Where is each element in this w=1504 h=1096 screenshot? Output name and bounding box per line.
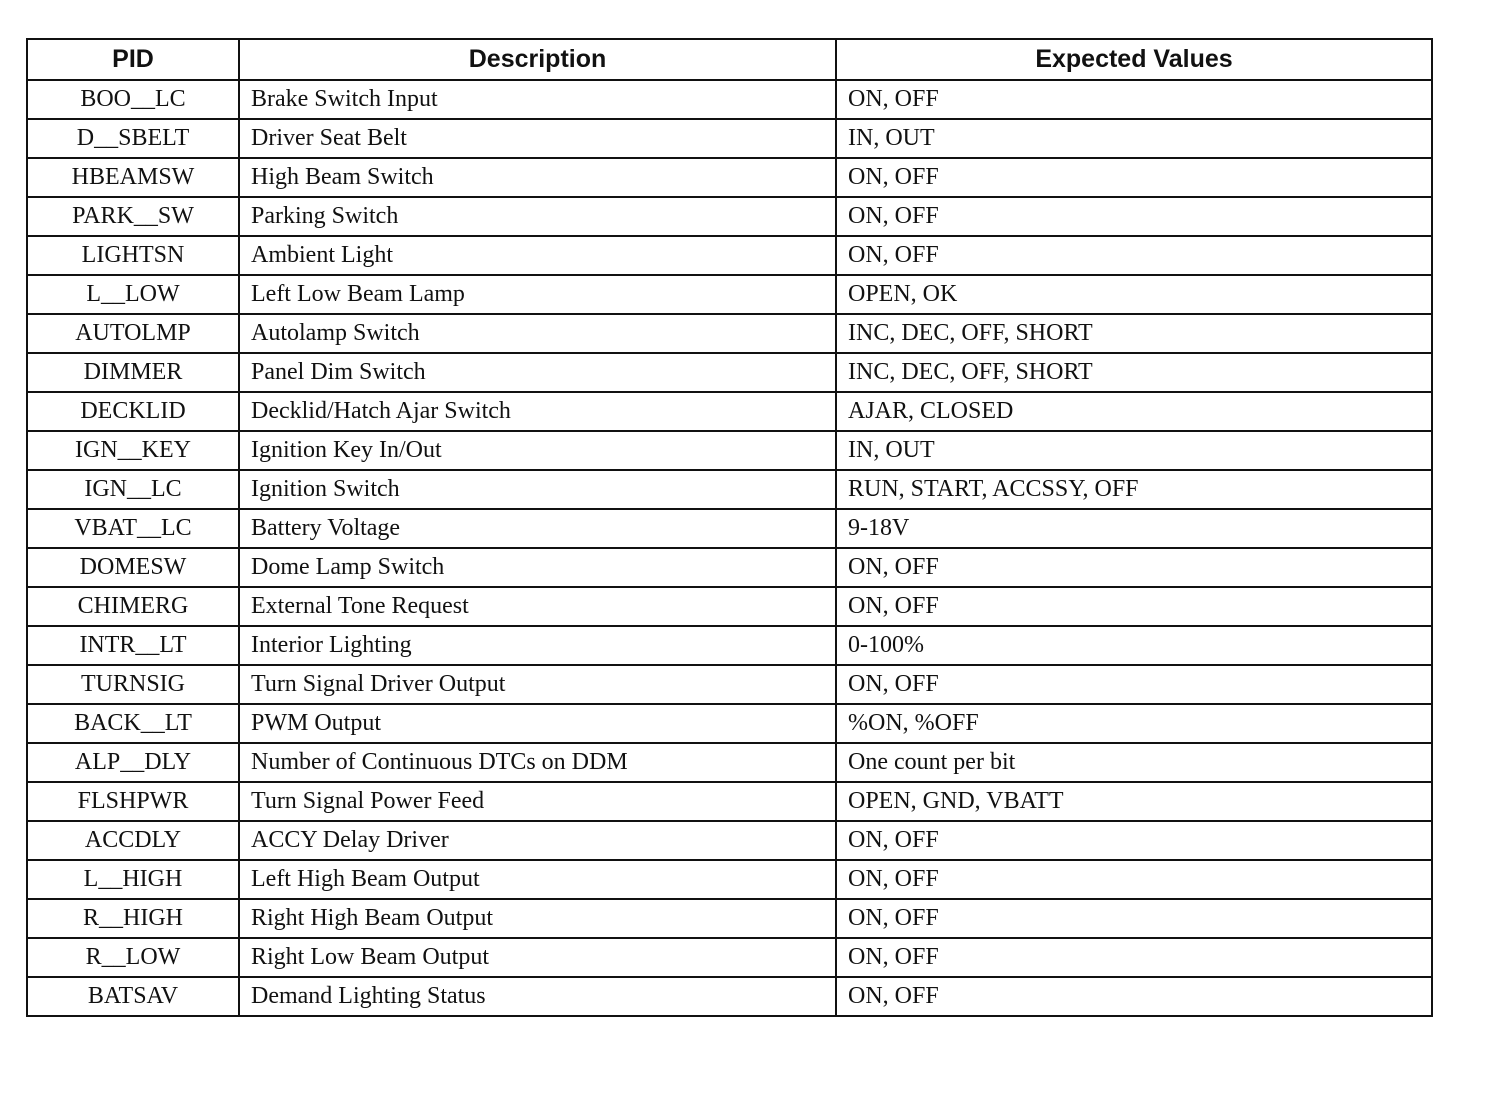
expected-values-cell: ON, OFF bbox=[836, 665, 1432, 704]
pid-cell: L__HIGH bbox=[27, 860, 239, 899]
table-row bbox=[27, 470, 1432, 509]
expected-values-cell: ON, OFF bbox=[836, 899, 1432, 938]
description-cell: High Beam Switch bbox=[239, 158, 836, 197]
expected-values-cell: ON, OFF bbox=[836, 197, 1432, 236]
table-row bbox=[27, 899, 1432, 938]
description-cell: Dome Lamp Switch bbox=[239, 548, 836, 587]
expected-values-cell: ON, OFF bbox=[836, 821, 1432, 860]
expected-values-cell: ON, OFF bbox=[836, 587, 1432, 626]
expected-values-cell: AJAR, CLOSED bbox=[836, 392, 1432, 431]
expected-values-cell: RUN, START, ACCSSY, OFF bbox=[836, 470, 1432, 509]
table-row bbox=[27, 80, 1432, 119]
pid-cell: DOMESW bbox=[27, 548, 239, 587]
expected-values-cell: IN, OUT bbox=[836, 119, 1432, 158]
header-pid: PID bbox=[27, 39, 239, 80]
description-cell: Demand Lighting Status bbox=[239, 977, 836, 1016]
description-cell: Battery Voltage bbox=[239, 509, 836, 548]
pid-cell: TURNSIG bbox=[27, 665, 239, 704]
expected-values-cell: ON, OFF bbox=[836, 158, 1432, 197]
table-row bbox=[27, 431, 1432, 470]
header-description: Description bbox=[239, 39, 836, 80]
expected-values-cell: ON, OFF bbox=[836, 977, 1432, 1016]
expected-values-cell: OPEN, GND, VBATT bbox=[836, 782, 1432, 821]
table-row bbox=[27, 977, 1432, 1016]
table-row bbox=[27, 548, 1432, 587]
header-row bbox=[27, 39, 1432, 80]
pid-cell: DECKLID bbox=[27, 392, 239, 431]
pid-cell: R__LOW bbox=[27, 938, 239, 977]
table-row bbox=[27, 743, 1432, 782]
description-cell: Left High Beam Output bbox=[239, 860, 836, 899]
description-cell: ACCY Delay Driver bbox=[239, 821, 836, 860]
expected-values-cell: OPEN, OK bbox=[836, 275, 1432, 314]
description-cell: Right Low Beam Output bbox=[239, 938, 836, 977]
table-row bbox=[27, 587, 1432, 626]
table-row bbox=[27, 860, 1432, 899]
table-row bbox=[27, 314, 1432, 353]
description-cell: Parking Switch bbox=[239, 197, 836, 236]
description-cell: Panel Dim Switch bbox=[239, 353, 836, 392]
description-cell: Number of Continuous DTCs on DDM bbox=[239, 743, 836, 782]
table-row bbox=[27, 158, 1432, 197]
expected-values-cell: 0-100% bbox=[836, 626, 1432, 665]
description-cell: Right High Beam Output bbox=[239, 899, 836, 938]
pid-cell: BACK__LT bbox=[27, 704, 239, 743]
table-row bbox=[27, 353, 1432, 392]
description-cell: External Tone Request bbox=[239, 587, 836, 626]
expected-values-cell: ON, OFF bbox=[836, 236, 1432, 275]
expected-values-cell: ON, OFF bbox=[836, 548, 1432, 587]
table-row bbox=[27, 665, 1432, 704]
description-cell: Left Low Beam Lamp bbox=[239, 275, 836, 314]
table-row bbox=[27, 626, 1432, 665]
description-cell: Brake Switch Input bbox=[239, 80, 836, 119]
pid-cell: CHIMERG bbox=[27, 587, 239, 626]
pid-cell: D__SBELT bbox=[27, 119, 239, 158]
description-cell: Ignition Key In/Out bbox=[239, 431, 836, 470]
expected-values-cell: INC, DEC, OFF, SHORT bbox=[836, 314, 1432, 353]
expected-values-cell: IN, OUT bbox=[836, 431, 1432, 470]
pid-cell: DIMMER bbox=[27, 353, 239, 392]
pid-cell: IGN__KEY bbox=[27, 431, 239, 470]
table-body bbox=[27, 80, 1432, 1016]
pid-cell: L__LOW bbox=[27, 275, 239, 314]
pid-cell: IGN__LC bbox=[27, 470, 239, 509]
description-cell: Ambient Light bbox=[239, 236, 836, 275]
pid-cell: PARK__SW bbox=[27, 197, 239, 236]
pid-cell: INTR__LT bbox=[27, 626, 239, 665]
header-expected-values: Expected Values bbox=[836, 39, 1432, 80]
expected-values-cell: One count per bit bbox=[836, 743, 1432, 782]
pid-cell: HBEAMSW bbox=[27, 158, 239, 197]
description-cell: Ignition Switch bbox=[239, 470, 836, 509]
table-row bbox=[27, 275, 1432, 314]
table-row bbox=[27, 236, 1432, 275]
table-row bbox=[27, 938, 1432, 977]
pid-cell: BOO__LC bbox=[27, 80, 239, 119]
pid-cell: LIGHTSN bbox=[27, 236, 239, 275]
description-cell: Turn Signal Power Feed bbox=[239, 782, 836, 821]
description-cell: Interior Lighting bbox=[239, 626, 836, 665]
description-cell: Decklid/Hatch Ajar Switch bbox=[239, 392, 836, 431]
table-row bbox=[27, 197, 1432, 236]
pid-cell: BATSAV bbox=[27, 977, 239, 1016]
pid-cell: FLSHPWR bbox=[27, 782, 239, 821]
description-cell: Driver Seat Belt bbox=[239, 119, 836, 158]
pid-cell: ACCDLY bbox=[27, 821, 239, 860]
table-header bbox=[27, 39, 1432, 80]
table-row bbox=[27, 509, 1432, 548]
description-cell: Autolamp Switch bbox=[239, 314, 836, 353]
table-row bbox=[27, 392, 1432, 431]
pid-cell: AUTOLMP bbox=[27, 314, 239, 353]
description-cell: PWM Output bbox=[239, 704, 836, 743]
pid-cell: R__HIGH bbox=[27, 899, 239, 938]
description-cell: Turn Signal Driver Output bbox=[239, 665, 836, 704]
pid-cell: VBAT__LC bbox=[27, 509, 239, 548]
table-row bbox=[27, 704, 1432, 743]
expected-values-cell: INC, DEC, OFF, SHORT bbox=[836, 353, 1432, 392]
expected-values-cell: 9-18V bbox=[836, 509, 1432, 548]
pid-cell: ALP__DLY bbox=[27, 743, 239, 782]
table-row bbox=[27, 782, 1432, 821]
pid-table bbox=[26, 38, 1433, 1017]
expected-values-cell: ON, OFF bbox=[836, 80, 1432, 119]
expected-values-cell: ON, OFF bbox=[836, 938, 1432, 977]
table-row bbox=[27, 821, 1432, 860]
expected-values-cell: %ON, %OFF bbox=[836, 704, 1432, 743]
expected-values-cell: ON, OFF bbox=[836, 860, 1432, 899]
table-row bbox=[27, 119, 1432, 158]
